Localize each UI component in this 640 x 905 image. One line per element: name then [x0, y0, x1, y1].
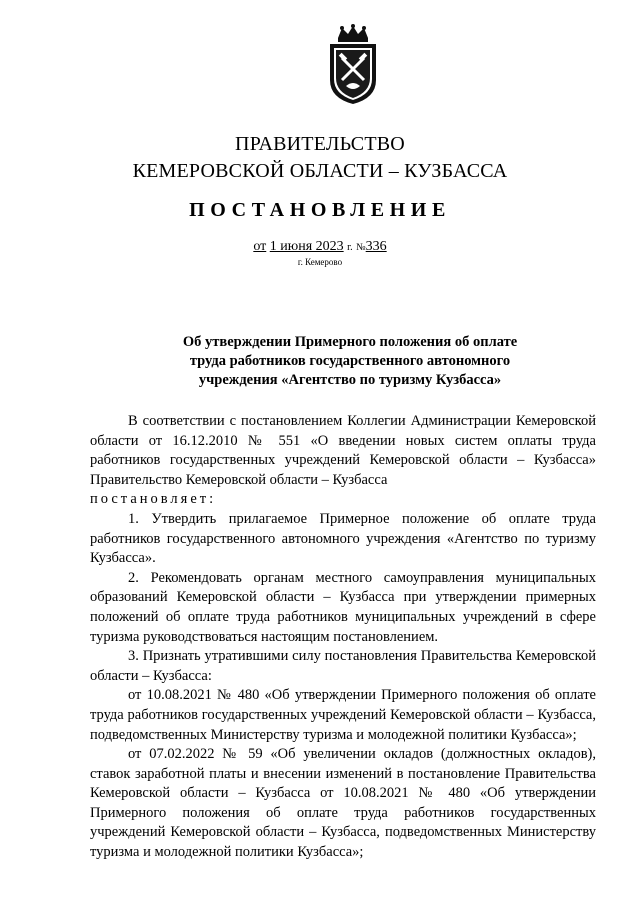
- document-subject: [150, 333, 550, 390]
- item-3-subitem-2: от 07.02.2022 № 59 «Об увеличении окладов (должностных окладов), ставок заработной платы и внесении изменений в постановление Правительства Кемеровской области – Кузбасса от 10.08.2021 № 480 «Об утверждении Примерного положения об оплате труда работников государственных учреждений Кемеровской области – Кузбасса, подведомственных Министерству туризма и молодежной политики Кузбасса»;: [90, 746, 596, 861]
- subject-line2: труда работников государственного автономного: [189, 353, 511, 369]
- document-body: [90, 412, 596, 863]
- item-2-paragraph: 2. Рекомендовать органам местного самоуправления муниципальных образований Кемеровской области – Кузбасса при утверждении примерных положений об оплате труда работников муниципальных учреждений в сфере туризма руководствоваться настоящим постановлением.: [90, 569, 596, 645]
- preamble-paragraph: В соответствии с постановлением Коллегии Администрации Кемеровской области от 16.12.2010 № 551 «О введении новых систем оплаты труда работников государственных учреждений Кемеровской области – Кузбасса» Правительство Кемеровской области – Кузбасса: [90, 413, 596, 488]
- resolves-label: постановляет:: [90, 491, 217, 508]
- date-number-line: [0, 239, 640, 255]
- government-title-line2: КЕМЕРОВСКОЙ ОБЛАСТИ – КУЗБАССА: [132, 160, 508, 182]
- government-title-line1: ПРАВИТЕЛЬСТВО: [235, 133, 405, 155]
- item-3-subitem-1: от 10.08.2021 № 480 «Об утверждении Примерного положения об оплате труда работников государственных учреждений Кемеровской области – Кузбасса, подведомственных Министерству туризма и молодежной политики Кузбасса»;: [90, 687, 596, 743]
- city-label: г. Кемерово: [297, 257, 343, 267]
- document-type-heading: ПОСТАНОВЛЕНИЕ: [189, 199, 451, 221]
- date-prefix: от: [253, 239, 267, 254]
- document-number: 336: [365, 239, 387, 254]
- item-1-paragraph: 1. Утвердить прилагаемое Примерное положение об оплате труда работников государственного автономного учреждения «Агентство по туризму Кузбасса».: [90, 510, 596, 567]
- subject-line3: учреждения «Агентство по туризму Кузбасса»: [198, 372, 502, 388]
- document-date: 1 июня 2023: [269, 239, 344, 254]
- subject-line1: Об утверждении Примерного положения об оплате: [182, 334, 518, 350]
- item-3-paragraph: 3. Признать утратившими силу постановления Правительства Кемеровской области – Кузбасса:: [90, 648, 596, 684]
- number-sign: №: [356, 242, 366, 253]
- year-suffix: г.: [347, 242, 353, 253]
- kuzbass-coat-of-arms-icon: [324, 24, 382, 106]
